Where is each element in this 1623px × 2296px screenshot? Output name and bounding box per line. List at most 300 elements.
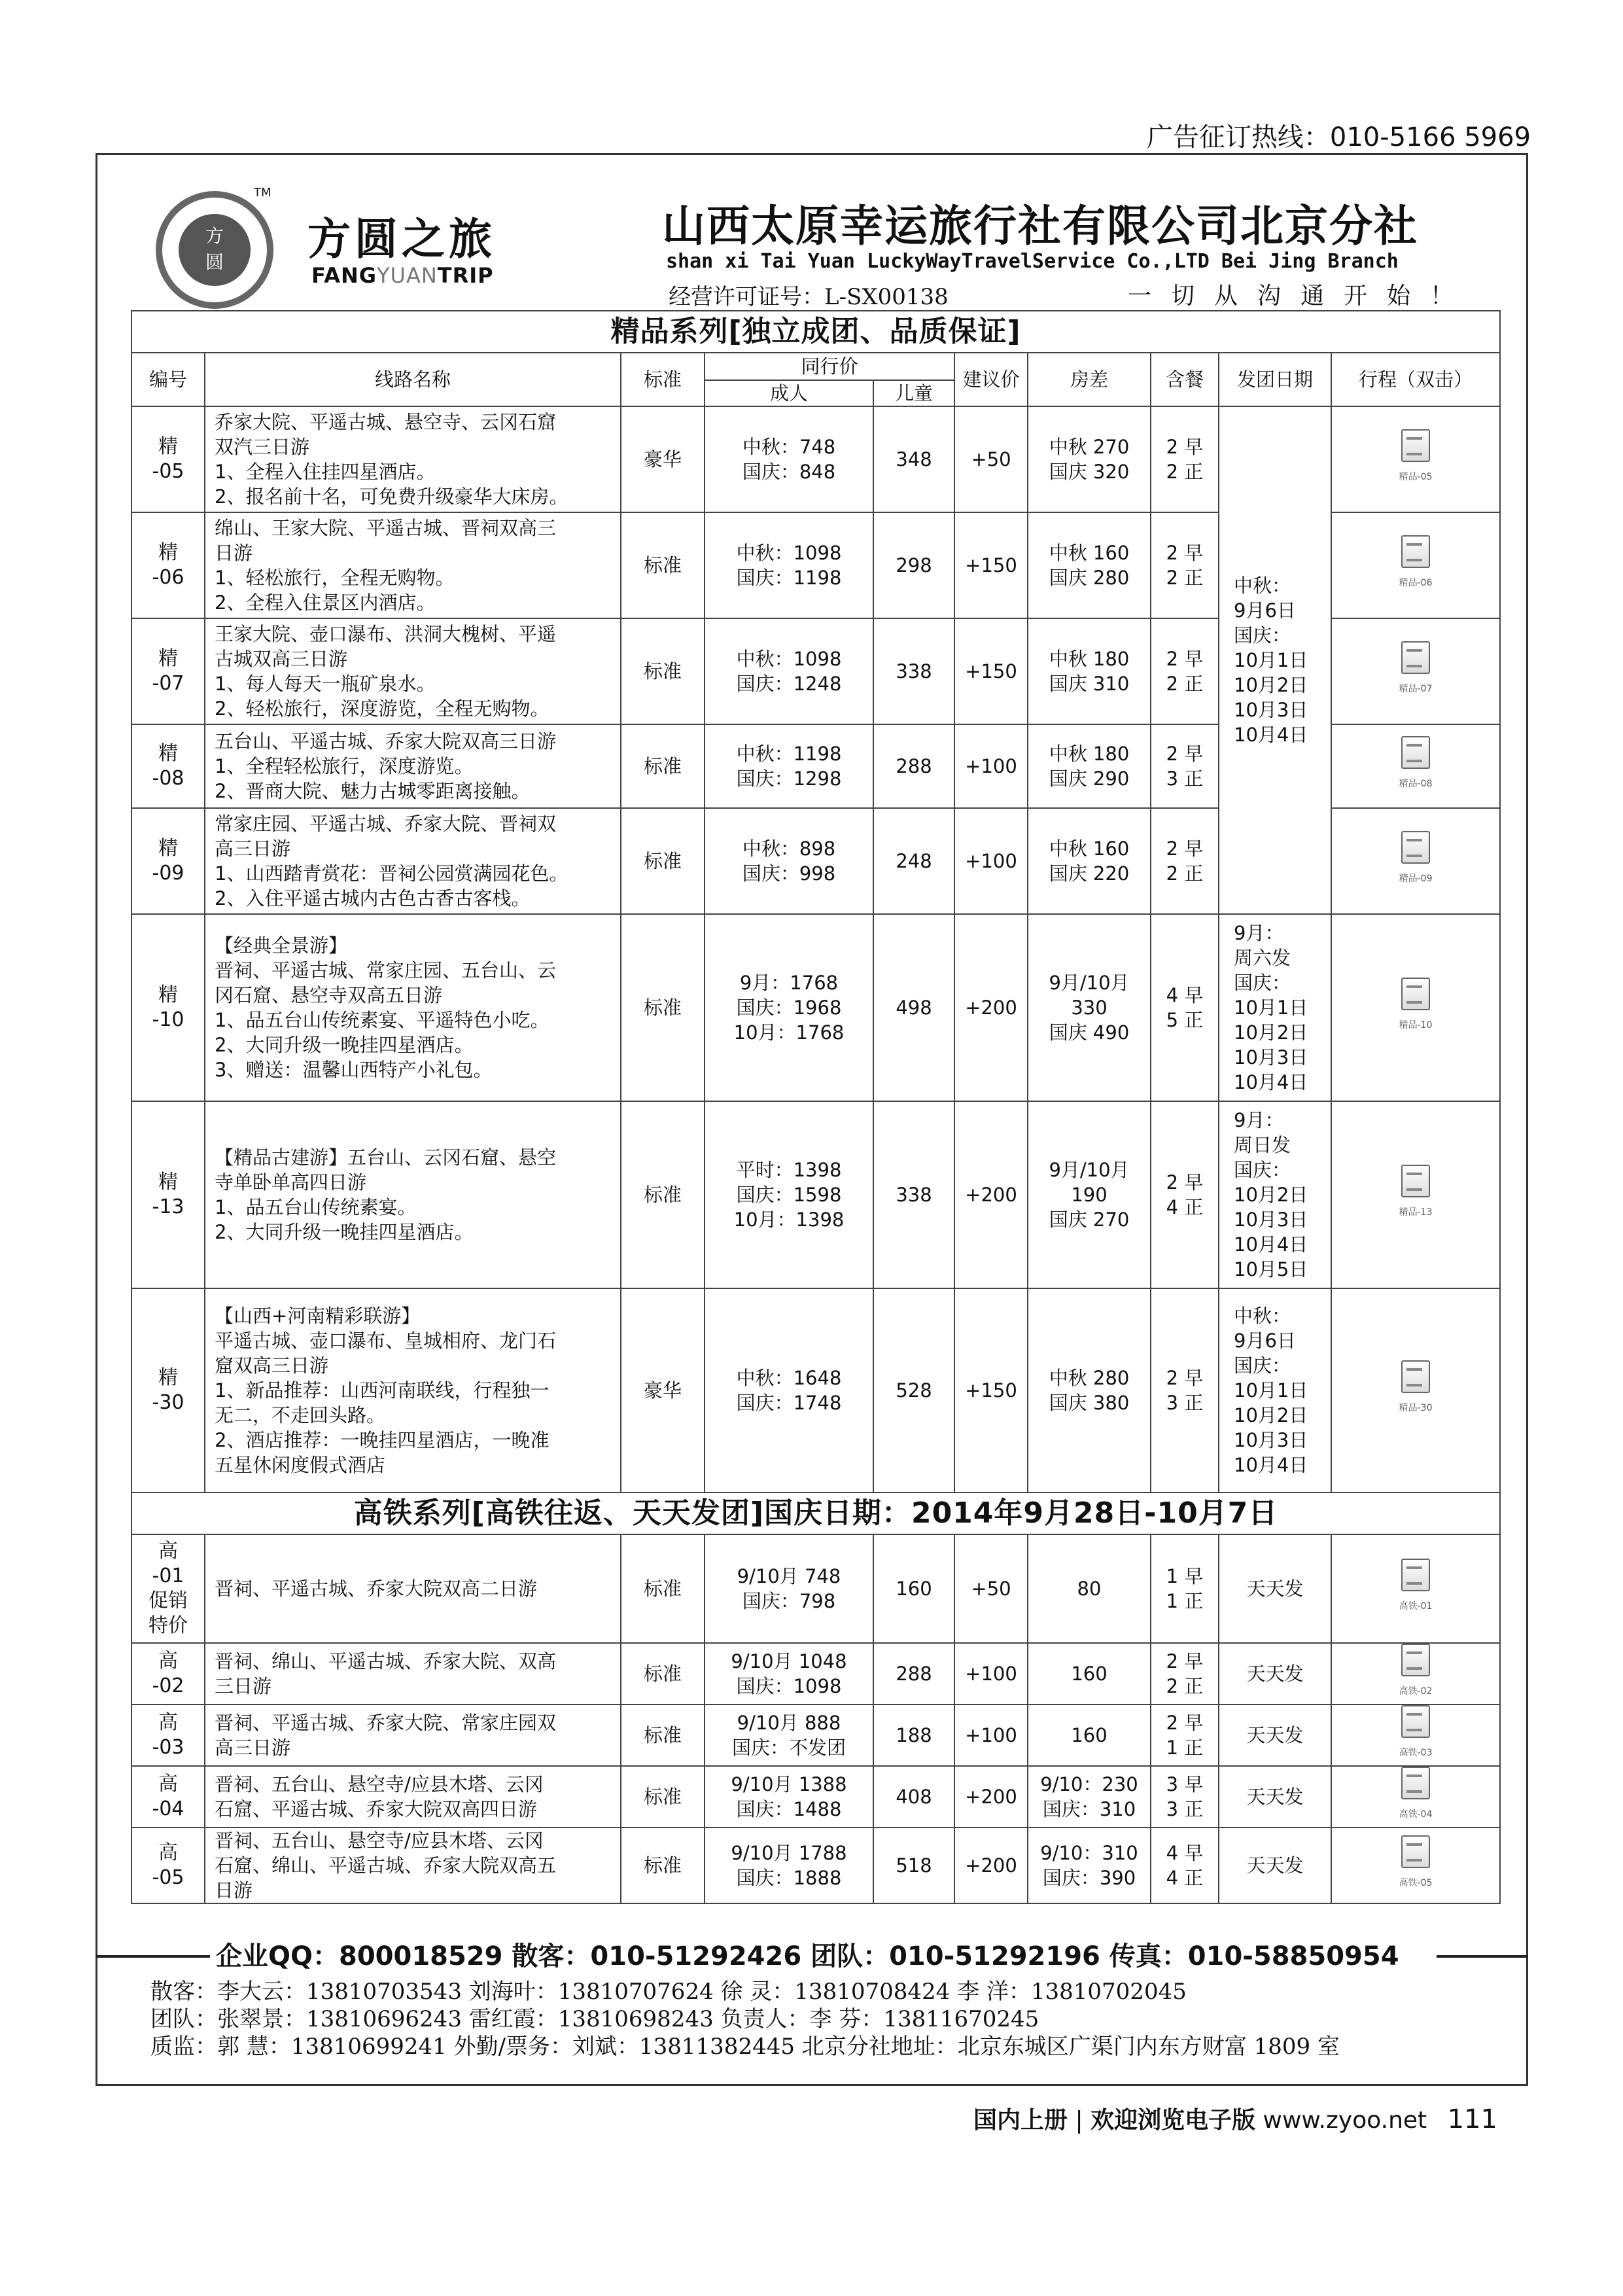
meal-line: 2 正 [1166,673,1204,695]
room-line: 9月/10月 [1049,972,1130,994]
room-line: 330 [1071,997,1108,1019]
document-icon[interactable] [1399,1559,1433,1619]
section-title-rail: 高铁系列[高铁往返、天天发团]国庆日期：2014年9月28日-10月7日 [131,1492,1500,1534]
room-line: 国庆 310 [1049,673,1130,695]
depart-line: 10月5日 [1234,1258,1308,1280]
suggest-price: +200 [954,914,1028,1101]
meal [1151,1766,1219,1828]
adult-price: 国庆：1598 [736,1184,842,1206]
depart-dates [1219,1288,1331,1492]
table-row [131,1704,1500,1766]
depart-line: 10月1日 [1234,997,1308,1019]
tour-table-wrapper [131,310,1493,1904]
child-price: 498 [873,914,954,1101]
document-icon[interactable] [1399,978,1433,1038]
route-line: 石窟、平遥古城、乔家大院双高四日游 [215,1798,538,1820]
room-diff [1028,1766,1151,1828]
depart-line: 10月1日 [1234,649,1308,671]
route-line: 2、全程入住景区内酒店。 [215,592,436,614]
route-line: 乔家大院、平遥古城、悬空寺、云冈石窟 [215,411,557,433]
route-name [205,724,621,808]
room-diff [1028,914,1151,1101]
depart-line: 国庆： [1234,972,1291,994]
route-line: 3、赠送：温馨山西特产小礼包。 [215,1059,493,1081]
adult-price: 中秋：1198 [736,743,842,765]
itinerary-cell [1331,808,1500,914]
room-line: 9/10：230 [1040,1773,1138,1795]
staff-line-3: 质监：郭 慧：13810699241 外勤/票务：刘斌：13811382445 北京分社地址：北京东城区广渠门内东方财富 1809 室 [150,2034,1340,2060]
route-line: 晋祠、平遥古城、乔家大院双高二日游 [215,1578,538,1600]
adult-price: 国庆：1248 [736,673,842,695]
route-line: 平遥古城、壶口瀑布、皇城相府、龙门石 [215,1330,557,1352]
contact-line: 企业QQ：800018529 散客：010-51292426 团队：010-51292196 传真：010-58850954 [216,1941,1399,1971]
trademark-mark: TM [254,186,271,200]
itinerary-file-label: 精品-07 [1399,684,1433,694]
suggest-price: +100 [954,1704,1028,1766]
header-depart: 发团日期 [1219,353,1331,406]
room-diff [1028,1643,1151,1704]
ad-hotline: 广告征订热线：010-5166 5969 [1146,122,1531,152]
depart-dates [1219,406,1331,914]
document-icon[interactable] [1399,831,1433,891]
meal-line: 2 早 [1166,1712,1204,1734]
code-line: 促销 [148,1589,188,1612]
table-row [131,406,1500,512]
adult-price-cell [705,406,873,512]
adult-price: 9/10月 888 [737,1712,841,1734]
staff-line-2: 团队：张翠景：13810696243 雷红霞：13810698243 负责人：李 芬：13811670245 [150,2006,1039,2032]
standard: 标准 [621,1534,705,1643]
depart-line: 周日发 [1234,1134,1291,1156]
standard: 标准 [621,808,705,914]
itinerary-file-label: 精品-09 [1399,874,1433,884]
route-code: 精 -05 [131,406,205,512]
depart-line: 9月6日 [1234,599,1296,622]
route-name [205,1766,621,1828]
route-name [205,512,621,618]
document-icon[interactable] [1399,535,1433,595]
route-line: 晋祠、平遥古城、乔家大院、常家庄园双 [215,1712,557,1734]
meal-line: 2 早 [1166,436,1204,458]
child-price: 288 [873,724,954,808]
room-diff [1028,1534,1151,1643]
meal-line: 4 正 [1166,1196,1204,1218]
meal-line: 2 早 [1166,743,1204,765]
adult-price: 国庆：1488 [736,1798,842,1820]
code-line: -04 [152,1797,184,1820]
route-line: 三日游 [215,1675,272,1697]
meal [1151,618,1219,724]
standard: 标准 [621,1643,705,1704]
code-line: 高 [158,1773,178,1795]
meal [1151,512,1219,618]
adult-price: 10月：1398 [733,1209,845,1231]
room-diff [1028,1288,1151,1492]
itinerary-cell [1331,1643,1500,1704]
meal-line: 2 早 [1166,542,1204,564]
route-line: 2、酒店推荐：一晚挂四星酒店，一晚准 [215,1429,550,1451]
meal-line: 4 正 [1166,1867,1204,1889]
route-line: 高三日游 [215,838,291,860]
itinerary-file-label: 高铁-02 [1399,1686,1433,1697]
meal [1151,1101,1219,1288]
child-price: 298 [873,512,954,618]
room-line: 国庆 290 [1049,768,1130,790]
suggest-price: +100 [954,724,1028,808]
meal [1151,1704,1219,1766]
route-name [205,914,621,1101]
page-number: 111 [1447,2104,1497,2134]
room-diff [1028,512,1151,618]
document-icon[interactable] [1399,1767,1433,1827]
document-icon[interactable] [1399,1835,1433,1896]
depart-line: 10月2日 [1234,1184,1308,1206]
adult-price: 国庆：1888 [736,1867,842,1889]
suggest-price: +150 [954,512,1028,618]
itinerary-cell [1331,914,1500,1101]
depart-line: 国庆： [1234,1354,1291,1377]
slogan: 一切从沟通开始！ [1128,283,1474,309]
adult-price: 中秋：1098 [736,648,842,670]
table-row [131,1828,1500,1903]
route-name [205,1828,621,1903]
room-line: 中秋 160 [1049,838,1130,860]
route-line: 五台山、平遥古城、乔家大院双高三日游 [215,730,557,752]
room-line: 190 [1071,1184,1108,1206]
route-line: 2、报名前十名，可免费升级豪华大床房。 [215,486,568,508]
depart-line: 10月4日 [1234,1071,1308,1093]
standard: 标准 [621,914,705,1101]
route-line: 常家庄园、平遥古城、乔家大院、晋祠双 [215,813,557,835]
itinerary-cell [1331,1704,1500,1766]
route-line: 无二，不走回头路。 [215,1404,386,1426]
meal-line: 2 正 [1166,862,1204,885]
depart-line: 中秋： [1234,574,1291,597]
route-name [205,1643,621,1704]
room-diff [1028,618,1151,724]
depart-line: 10月4日 [1234,1233,1308,1256]
room-line: 国庆 220 [1049,862,1130,885]
section-title-premium: 精品系列[独立成团、品质保证] [131,311,1500,353]
table-row [131,1643,1500,1704]
adult-price-cell [705,512,873,618]
route-code [131,1643,205,1704]
code-line: 高 [158,1711,178,1734]
depart-line: 9月6日 [1234,1330,1296,1352]
room-line: 80 [1077,1578,1102,1600]
adult-price: 9/10月 1388 [731,1773,847,1795]
itinerary-cell [1331,512,1500,618]
depart-dates [1219,1101,1331,1288]
standard: 标准 [621,1101,705,1288]
route-code: 精 -10 [131,914,205,1101]
meal [1151,1828,1219,1903]
itinerary-file-label: 精品-10 [1399,1020,1433,1031]
route-code: 精 -09 [131,808,205,914]
route-line: 王家大院、壶口瀑布、洪洞大槐树、平遥 [215,623,557,645]
header-meal: 含餐 [1151,353,1219,406]
brand-name-en: FANGYUANTRIP [311,263,494,288]
route-line: 双汽三日游 [215,436,310,458]
adult-price: 中秋：748 [742,436,836,458]
adult-price: 国庆：998 [742,862,836,885]
header-peer-price: 同行价 [705,353,954,380]
itinerary-file-label: 精品-08 [1399,779,1433,789]
route-line: 绵山、王家大院、平遥古城、晋祠双高三 [215,517,557,539]
logo-char-2: 圆 [205,251,224,273]
meal-line: 4 早 [1166,984,1204,1006]
itinerary-file-label: 精品-30 [1399,1403,1433,1413]
route-line: 寺单卧单高四日游 [215,1171,367,1193]
route-line: 【精品古建游】五台山、云冈石窟、悬空 [215,1146,557,1169]
standard: 豪华 [621,1288,705,1492]
document-icon[interactable] [1399,641,1433,701]
route-code [131,1704,205,1766]
route-line: 晋祠、平遥古城、常家庄园、五台山、云 [215,959,557,981]
route-line: 2、晋商大院、魅力古城零距离接触。 [215,780,531,802]
footer-volume: 国内上册 [973,2107,1068,2134]
room-diff [1028,1704,1151,1766]
code-line: -05 [152,1866,184,1889]
depart-dates: 天天发 [1219,1828,1331,1903]
itinerary-file-label: 精品-05 [1399,472,1433,482]
room-diff [1028,724,1151,808]
itinerary-file-label: 精品-13 [1399,1207,1433,1218]
room-line: 国庆 380 [1049,1392,1130,1414]
room-line: 国庆：310 [1042,1798,1136,1820]
route-line: 日游 [215,542,253,564]
depart-line: 9月： [1234,1109,1284,1131]
room-line: 9月/10月 [1049,1159,1130,1181]
depart-line: 国庆： [1234,624,1291,646]
adult-price: 国庆：1748 [736,1392,842,1414]
document-icon[interactable] [1399,1360,1433,1421]
suggest-price: +150 [954,618,1028,724]
depart-line: 中秋： [1234,1305,1291,1327]
adult-price: 9月：1768 [739,972,839,994]
adult-price: 平时：1398 [736,1159,842,1181]
room-diff [1028,1828,1151,1903]
document-icon[interactable] [1399,1165,1433,1225]
child-price: 338 [873,1101,954,1288]
child-price: 188 [873,1704,954,1766]
route-line: 2、大同升级一晚挂四星酒店。 [215,1034,474,1056]
code-line: -03 [152,1736,184,1759]
route-code [131,1766,205,1828]
route-line: 【山西+河南精彩联游】 [215,1305,421,1327]
table-row [131,1766,1500,1828]
suggest-price: +150 [954,1288,1028,1492]
room-diff [1028,406,1151,512]
itinerary-cell [1331,1101,1500,1288]
suggest-price: +50 [954,406,1028,512]
meal-line: 2 早 [1166,1367,1204,1389]
document-icon[interactable] [1399,1644,1433,1704]
route-line: 冈石窟、悬空寺双高五日游 [215,984,443,1006]
route-line: 1、全程入住挂四星酒店。 [215,461,436,483]
table-row [131,1534,1500,1643]
room-line: 国庆 280 [1049,567,1130,589]
meal-line: 1 正 [1166,1590,1204,1612]
code-line: -01 [152,1564,184,1587]
depart-dates: 天天发 [1219,1534,1331,1643]
depart-line: 周六发 [1234,947,1291,969]
meal-line: 4 早 [1166,1842,1204,1864]
meal [1151,808,1219,914]
route-name [205,1288,621,1492]
route-code [131,1828,205,1903]
child-price: 408 [873,1766,954,1828]
child-price: 528 [873,1288,954,1492]
adult-price-cell [705,1288,873,1492]
document-icon[interactable] [1399,1705,1433,1765]
meal-line: 2 早 [1166,838,1204,860]
depart-line: 10月3日 [1234,1209,1308,1231]
meal-line: 1 正 [1166,1737,1204,1759]
footer-separator: | [1075,2107,1083,2134]
depart-line: 10月3日 [1234,1429,1308,1451]
company-name-en: shan xi Tai Yuan LuckyWayTravelService Co.,LTD Bei Jing Branch [666,250,1399,273]
room-line: 国庆：390 [1042,1867,1136,1889]
itinerary-file-label: 高铁-03 [1399,1748,1433,1758]
child-price: 160 [873,1534,954,1643]
standard: 标准 [621,618,705,724]
itinerary-file-label: 高铁-04 [1399,1809,1433,1820]
itinerary-cell [1331,1766,1500,1828]
route-line: 1、品五台山传统素宴。 [215,1196,417,1218]
itinerary-cell [1331,724,1500,808]
brand-name-cn: 方圆之旅 [307,213,496,264]
document-icon[interactable] [1399,429,1433,489]
suggest-price: +50 [954,1534,1028,1643]
route-line: 2、大同升级一晚挂四星酒店。 [215,1221,474,1243]
table-row [131,914,1500,1101]
room-line: 中秋 160 [1049,542,1130,564]
adult-price: 国庆：848 [742,461,836,483]
header-adult: 成人 [705,380,873,406]
page-footer [973,2102,1497,2135]
itinerary-cell [1331,1534,1500,1643]
route-line: 2、轻松旅行，深度游览，全程无购物。 [215,698,550,720]
document-icon[interactable] [1399,736,1433,796]
meal-line: 3 早 [1166,1773,1204,1795]
adult-price: 国庆：1298 [736,768,842,790]
code-line: 特价 [148,1614,188,1637]
route-line: 窟双高三日游 [215,1354,329,1377]
depart-line: 10月2日 [1234,674,1308,696]
depart-line: 10月4日 [1234,724,1308,746]
code-line: 高 [158,1540,178,1563]
depart-line: 10月2日 [1234,1404,1308,1426]
itinerary-cell [1331,1828,1500,1903]
header-suggest-price: 建议价 [954,353,1028,406]
itinerary-cell [1331,406,1500,512]
standard: 标准 [621,512,705,618]
route-line: 高三日游 [215,1737,291,1759]
header-code: 编号 [131,353,205,406]
adult-price-cell [705,1828,873,1903]
route-line: 【经典全景游】 [215,934,348,957]
route-line: 1、品五台山传统素宴、平遥特色小吃。 [215,1009,550,1031]
meal-line: 2 早 [1166,648,1204,670]
standard: 标准 [621,1766,705,1828]
meal-line: 3 正 [1166,768,1204,790]
route-line: 日游 [215,1879,253,1901]
logo-emblem [156,191,273,309]
table-row [131,1101,1500,1288]
room-line: 国庆 490 [1049,1021,1130,1044]
route-name [205,1704,621,1766]
adult-price: 国庆：1098 [736,1675,842,1697]
footer-url[interactable]: www.zyoo.net [1263,2107,1427,2134]
route-line: 1、新品推荐：山西河南联线，行程独一 [215,1379,550,1402]
standard: 豪华 [621,406,705,512]
meal-line: 2 正 [1166,567,1204,589]
adult-price: 中秋：1098 [736,542,842,564]
route-name [205,1534,621,1643]
route-name [205,618,621,724]
adult-price: 10月：1768 [733,1021,845,1044]
route-line: 古城双高三日游 [215,648,348,670]
room-diff [1028,808,1151,914]
route-code: 精 -07 [131,618,205,724]
meal-line: 2 正 [1166,461,1204,483]
tour-price-table [131,310,1501,1904]
adult-price-cell [705,914,873,1101]
adult-price: 中秋：1648 [736,1367,842,1389]
route-code: 精 -08 [131,724,205,808]
depart-line: 9月： [1234,922,1284,944]
child-price: 288 [873,1643,954,1704]
adult-price-cell [705,1704,873,1766]
route-line: 1、每人每天一瓶矿泉水。 [215,673,436,695]
adult-price: 9/10月 1788 [731,1842,847,1864]
adult-price-cell [705,1534,873,1643]
depart-line: 10月1日 [1234,1379,1308,1402]
suggest-price: +100 [954,808,1028,914]
depart-line: 10月4日 [1234,1454,1308,1476]
adult-price-cell [705,1766,873,1828]
route-line: 晋祠、五台山、悬空寺/应县木塔、云冈 [215,1773,544,1795]
table-row [131,1288,1500,1492]
meal [1151,724,1219,808]
standard: 标准 [621,724,705,808]
route-line: 2、入住平遥古城内古色古香古客栈。 [215,887,531,910]
suggest-price: +200 [954,1101,1028,1288]
adult-price-cell [705,1101,873,1288]
header-itinerary: 行程（双击） [1331,353,1500,406]
child-price: 348 [873,406,954,512]
header-standard: 标准 [621,353,705,406]
itinerary-cell [1331,1288,1500,1492]
room-line: 国庆 320 [1049,461,1130,483]
standard: 标准 [621,1704,705,1766]
room-line: 中秋 180 [1049,648,1130,670]
room-line: 中秋 180 [1049,743,1130,765]
meal-line: 2 早 [1166,1650,1204,1672]
license-number: 经营许可证号：L-SX00138 [669,284,949,310]
adult-price-cell [705,1643,873,1704]
meal [1151,1643,1219,1704]
room-line: 中秋 270 [1049,436,1130,458]
route-line: 1、山西踏青赏花：晋祠公园赏满园花色。 [215,862,568,885]
meal-line: 3 正 [1166,1392,1204,1414]
route-name [205,808,621,914]
code-line: 高 [158,1650,178,1672]
depart-dates: 天天发 [1219,1766,1331,1828]
adult-price: 国庆：1198 [736,567,842,589]
route-line: 1、全程轻松旅行，深度游览。 [215,755,474,777]
